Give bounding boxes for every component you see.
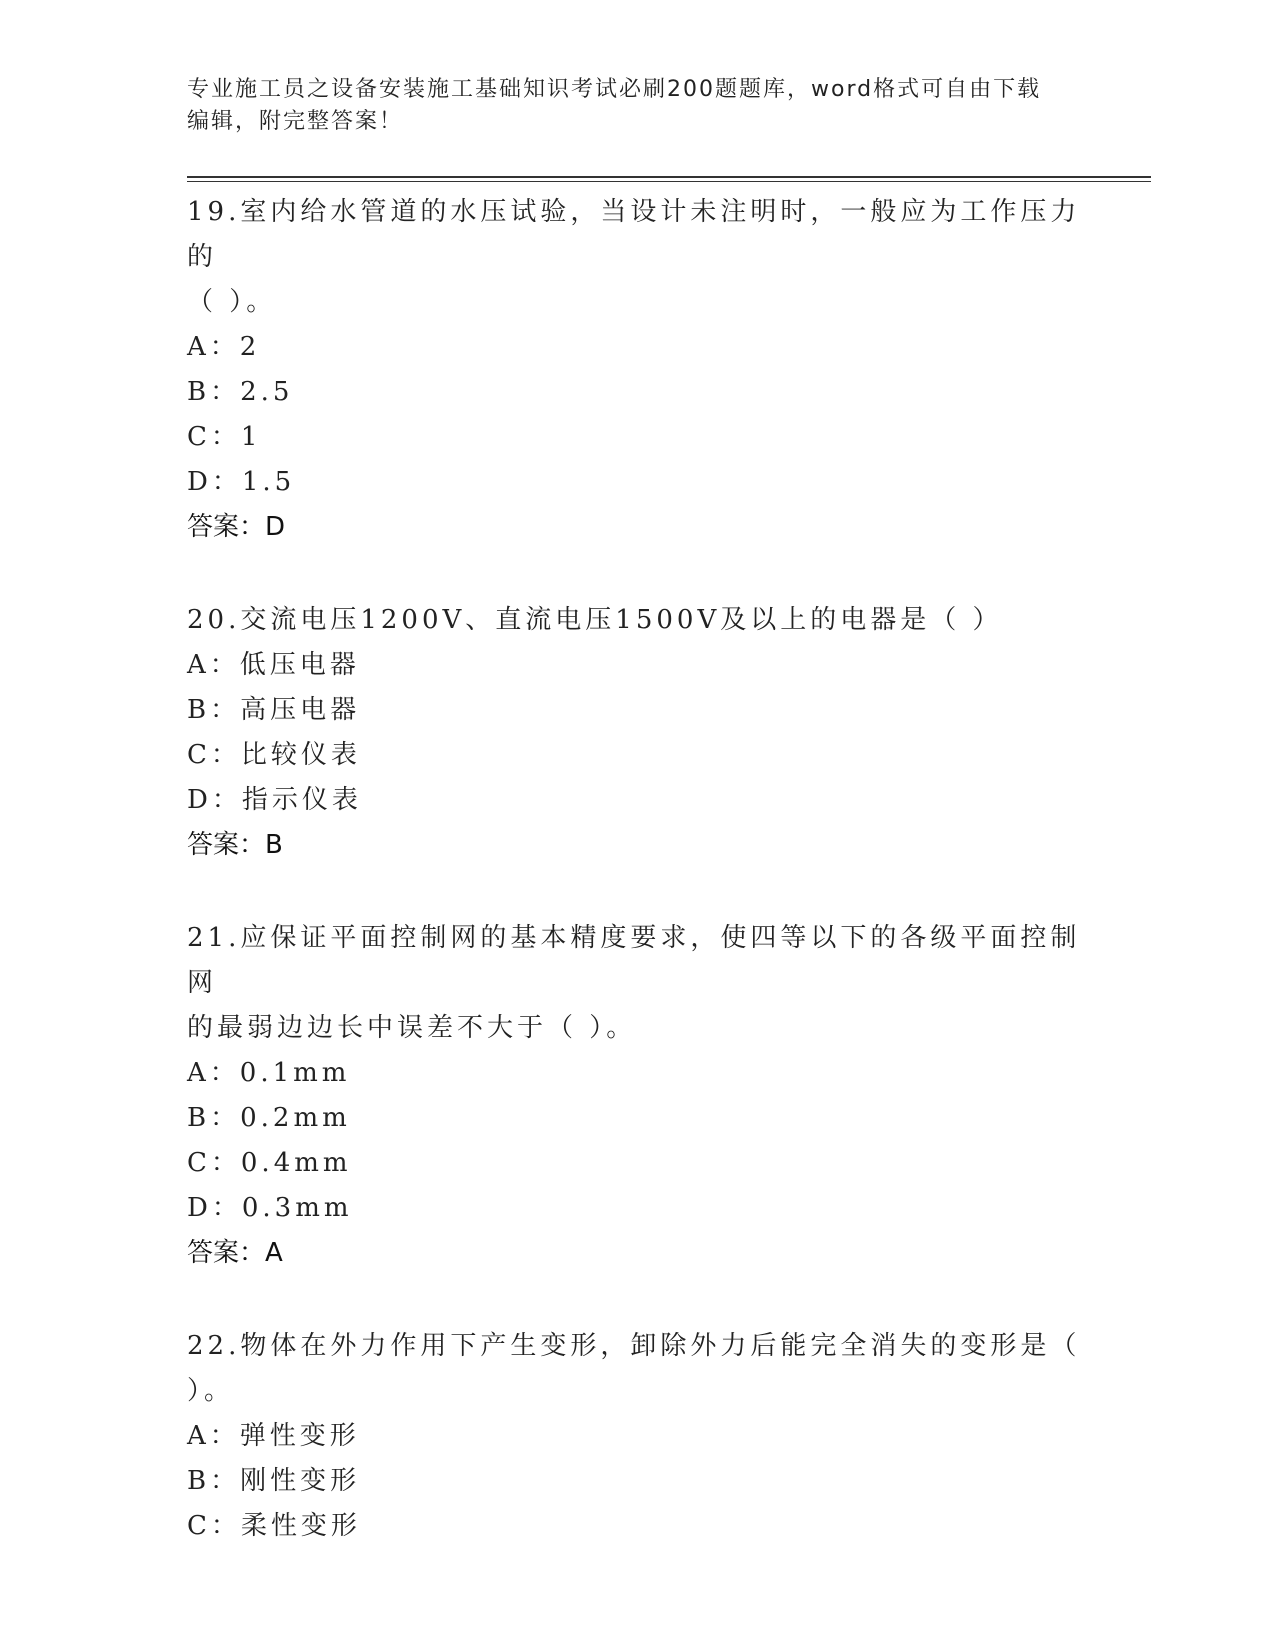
header-line-2: 编辑，附完整答案！ xyxy=(187,109,404,134)
question-spacer xyxy=(187,1276,1087,1324)
question-stem: 21.应保证平面控制网的基本精度要求，使四等以下的各级平面控制网 xyxy=(187,923,1081,998)
document-header xyxy=(187,74,1067,138)
option-c: C：0.4mm xyxy=(187,1148,352,1178)
question-stem-continued: （ ）。 xyxy=(187,287,277,317)
option-b: B：2.5 xyxy=(187,377,294,407)
option-d: D：指示仪表 xyxy=(187,785,362,815)
option-d: D：1.5 xyxy=(187,467,296,497)
question-list xyxy=(187,190,1087,1549)
header-divider-thin xyxy=(187,181,1151,182)
option-b: B：0.2mm xyxy=(187,1103,351,1133)
option-d: D：0.3mm xyxy=(187,1193,353,1223)
header-divider-thick xyxy=(187,176,1151,178)
option-b: B：刚性变形 xyxy=(187,1466,361,1496)
option-a: A：0.1mm xyxy=(187,1058,351,1088)
option-a: A：弹性变形 xyxy=(187,1421,360,1451)
option-b: B：高压电器 xyxy=(187,695,361,725)
question-stem-continued: 的最弱边边长中误差不大于（ ）。 xyxy=(187,1013,637,1043)
option-c: C：比较仪表 xyxy=(187,740,361,770)
option-c: C：1 xyxy=(187,422,262,452)
question-spacer xyxy=(187,868,1087,916)
answer-line: 答案：D xyxy=(187,512,286,542)
option-a: A：低压电器 xyxy=(187,650,360,680)
question-stem-continued: ）。 xyxy=(187,1376,235,1406)
question-22 xyxy=(187,1324,1087,1549)
question-spacer xyxy=(187,550,1087,598)
question-21 xyxy=(187,916,1087,1276)
option-a: A：2 xyxy=(187,332,261,362)
question-stem: 19.室内给水管道的水压试验，当设计未注明时，一般应为工作压力的 xyxy=(187,197,1081,272)
question-20 xyxy=(187,598,1087,868)
option-c: C：柔性变形 xyxy=(187,1511,361,1541)
answer-line: 答案：A xyxy=(187,1238,283,1268)
question-19 xyxy=(187,190,1087,550)
question-stem: 20.交流电压1200V、直流电压1500V及以上的电器是（ ） xyxy=(187,605,1003,635)
header-line-1: 专业施工员之设备安装施工基础知识考试必刷200题题库，word格式可自由下载 xyxy=(187,77,1042,102)
answer-line: 答案：B xyxy=(187,830,283,860)
question-stem: 22.物体在外力作用下产生变形，卸除外力后能完全消失的变形是（ xyxy=(187,1331,1081,1361)
